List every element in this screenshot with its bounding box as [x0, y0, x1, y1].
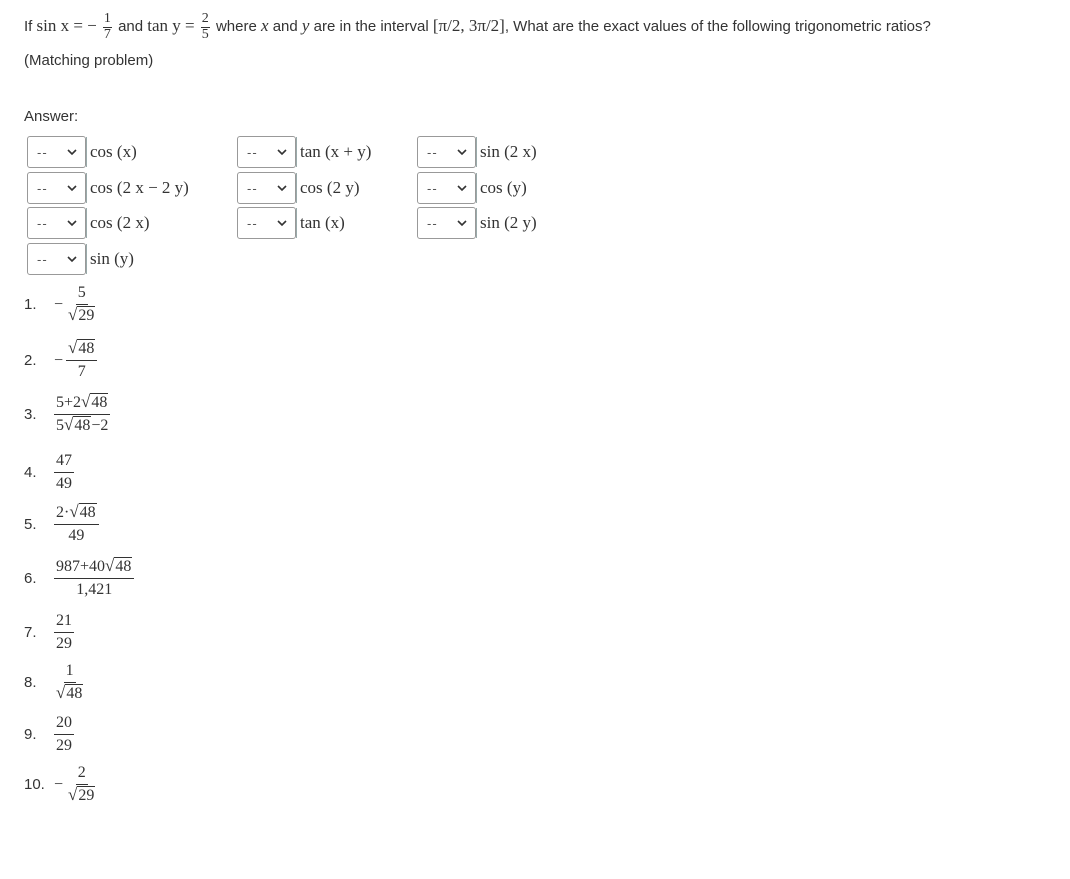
- choice-number: 4.: [24, 464, 37, 481]
- choice-expression: [54, 450, 74, 495]
- sqrt-symbol: √: [64, 415, 74, 434]
- answer-choice-3: [24, 392, 110, 437]
- radicand: 48: [66, 685, 83, 702]
- sin-x-fraction: [103, 12, 112, 42]
- chevron-down-icon: [276, 217, 288, 229]
- where-text: where: [215, 18, 257, 35]
- match-item-cos-2x: [27, 206, 149, 240]
- answer-label: Answer:: [24, 108, 79, 125]
- sqrt-symbol: √: [81, 392, 91, 411]
- answer-select-tan-x-plus-y[interactable]: [237, 136, 296, 168]
- choice-number: 7.: [24, 624, 37, 641]
- fraction: [54, 712, 74, 757]
- choice-number: 9.: [24, 726, 37, 743]
- chevron-down-icon: [66, 146, 78, 158]
- denominator: [66, 305, 97, 327]
- answer-choice-9: [24, 712, 74, 757]
- radicand: 29: [78, 307, 95, 324]
- minus-sign: −: [54, 775, 64, 793]
- chevron-down-icon: [276, 146, 288, 158]
- choice-expression: [54, 660, 85, 705]
- choice-number: 2.: [24, 352, 37, 369]
- prompt-cos-2y: cos (2 y): [296, 173, 359, 203]
- match-item-sin-2x: [417, 135, 537, 169]
- radicand: 48: [115, 558, 132, 575]
- numerator: 2: [76, 762, 88, 785]
- and-text-2: and: [272, 18, 298, 35]
- select-value: --: [247, 180, 258, 196]
- prompt-sin-2x: sin (2 x): [476, 137, 537, 167]
- answer-select-cos-y[interactable]: [417, 172, 476, 204]
- prompt-cos-2x: cos (2 x): [86, 208, 149, 238]
- numerator: [66, 338, 97, 361]
- choice-expression: [54, 556, 134, 601]
- minus-sign: −: [54, 295, 64, 313]
- radicand: 48: [74, 417, 91, 434]
- choice-expression: [54, 610, 74, 655]
- denominator: [54, 683, 85, 705]
- chevron-down-icon: [66, 217, 78, 229]
- match-item-sin-y: [27, 242, 134, 276]
- denominator: 49: [56, 475, 72, 492]
- question-tail: , What are the exact values of the following trigonometric ratios?: [504, 18, 931, 35]
- radicand: 48: [91, 394, 108, 411]
- fraction: [54, 556, 134, 601]
- answer-choice-4: [24, 450, 74, 495]
- choice-expression: [54, 762, 97, 807]
- fraction: [54, 502, 99, 547]
- numerator: [54, 502, 99, 525]
- answer-choice-7: [24, 610, 74, 655]
- prompt-cos-2x-2y: cos (2 x − 2 y): [86, 173, 189, 203]
- select-value: --: [37, 180, 48, 196]
- choice-number: 8.: [24, 674, 37, 691]
- prompt-cos-x: cos (x): [86, 137, 137, 167]
- minus-sign: −: [54, 351, 64, 369]
- choice-expression: [54, 282, 97, 327]
- fraction: [66, 762, 97, 807]
- numerator: 5: [76, 282, 88, 305]
- select-value: --: [427, 215, 438, 231]
- prompt-tan-x: tan (x): [296, 208, 345, 238]
- select-value: --: [37, 144, 48, 160]
- radicand: 29: [78, 787, 95, 804]
- chevron-down-icon: [456, 182, 468, 194]
- fraction: [54, 610, 74, 655]
- denominator: 49: [68, 527, 85, 544]
- numerator-prefix: 987+40: [56, 558, 106, 575]
- answer-select-cos-2x[interactable]: [27, 207, 86, 239]
- prompt-tan-x-plus-y: tan (x + y): [296, 137, 371, 167]
- select-value: --: [247, 144, 258, 160]
- sqrt-symbol: √: [56, 683, 66, 702]
- prompt-cos-y: cos (y): [476, 173, 527, 203]
- chevron-down-icon: [456, 146, 468, 158]
- interval-text: are in the interval: [313, 18, 429, 35]
- numerator-prefix: 5+2: [56, 394, 82, 411]
- numerator: 1: [64, 660, 76, 683]
- sin-x-sign: −: [87, 16, 97, 35]
- choice-expression: [54, 502, 99, 547]
- problem-type: (Matching problem): [24, 52, 154, 69]
- denominator: [66, 785, 97, 807]
- choice-number: 1.: [24, 296, 37, 313]
- fraction: [66, 282, 97, 327]
- tan-y-denominator: 5: [201, 27, 209, 43]
- answer-select-sin-y[interactable]: [27, 243, 86, 275]
- fraction: [54, 392, 110, 437]
- sqrt-symbol: √: [69, 502, 79, 521]
- match-item-cos-2x-2y: [27, 171, 189, 205]
- match-item-cos-2y: [237, 171, 359, 205]
- choice-expression: [54, 338, 97, 383]
- match-item-cos-x: [27, 135, 137, 169]
- var-y: y: [301, 16, 310, 35]
- numerator: 21: [54, 610, 74, 633]
- fraction: [66, 338, 97, 383]
- numerator: [54, 392, 110, 415]
- choice-number: 10.: [24, 776, 45, 793]
- numerator: [54, 556, 134, 579]
- denominator: 29: [56, 737, 72, 754]
- sin-x-lhs: sin x =: [36, 16, 83, 35]
- sqrt-symbol: √: [105, 556, 115, 575]
- chevron-down-icon: [276, 182, 288, 194]
- denominator-suffix: −2: [91, 417, 109, 434]
- denominator: 7: [77, 363, 86, 380]
- prompt-sin-2y: sin (2 y): [476, 208, 537, 238]
- match-item-tan-x: [237, 206, 345, 240]
- denominator: 1,421: [76, 581, 113, 598]
- fraction: [54, 660, 85, 705]
- question-prefix: If: [24, 18, 33, 35]
- answer-choice-8: [24, 660, 85, 705]
- sqrt-symbol: √: [68, 305, 78, 324]
- numerator: 20: [54, 712, 74, 735]
- match-item-sin-2y: [417, 206, 537, 240]
- tan-y-lhs: tan y =: [147, 16, 195, 35]
- select-value: --: [427, 144, 438, 160]
- numerator-prefix: 2·: [56, 504, 70, 521]
- radicand: 48: [79, 504, 96, 521]
- question-text: [24, 6, 1064, 47]
- select-value: --: [427, 180, 438, 196]
- select-value: --: [37, 251, 48, 267]
- answer-select-cos-x[interactable]: [27, 136, 86, 168]
- match-item-cos-y: [417, 171, 527, 205]
- sqrt-symbol: √: [68, 785, 78, 804]
- radicand: 48: [78, 340, 95, 357]
- fraction: [54, 450, 74, 495]
- choice-number: 5.: [24, 516, 37, 533]
- numerator: 47: [54, 450, 74, 473]
- prompt-sin-y: sin (y): [86, 244, 134, 274]
- answer-choice-6: [24, 556, 134, 601]
- answer-choice-10: [24, 762, 97, 807]
- sin-x-numerator: 1: [103, 11, 111, 27]
- and-text: and: [118, 18, 144, 35]
- choice-number: 3.: [24, 406, 37, 423]
- chevron-down-icon: [66, 182, 78, 194]
- sqrt-symbol: √: [68, 338, 78, 357]
- tan-y-numerator: 2: [201, 11, 209, 27]
- interval: [π/2, 3π/2]: [432, 16, 505, 35]
- select-value: --: [37, 215, 48, 231]
- answer-choice-1: [24, 282, 97, 327]
- answer-select-sin-2x[interactable]: [417, 136, 476, 168]
- answer-select-tan-x[interactable]: [237, 207, 296, 239]
- tan-y-fraction: [201, 12, 210, 42]
- answer-choice-5: [24, 502, 99, 547]
- match-item-tan-x-plus-y: [237, 135, 371, 169]
- denominator: [54, 415, 110, 437]
- select-value: --: [247, 215, 258, 231]
- denominator: 29: [56, 635, 72, 652]
- answer-select-cos-2x-2y[interactable]: [27, 172, 86, 204]
- denominator-prefix: 5: [56, 417, 64, 434]
- answer-select-sin-2y[interactable]: [417, 207, 476, 239]
- choice-expression: [54, 392, 110, 437]
- chevron-down-icon: [456, 217, 468, 229]
- var-x: x: [261, 16, 269, 35]
- chevron-down-icon: [66, 253, 78, 265]
- answer-select-cos-2y[interactable]: [237, 172, 296, 204]
- answer-choice-2: [24, 338, 97, 383]
- sin-x-denominator: 7: [103, 27, 111, 43]
- choice-number: 6.: [24, 570, 37, 587]
- choice-expression: [54, 712, 74, 757]
